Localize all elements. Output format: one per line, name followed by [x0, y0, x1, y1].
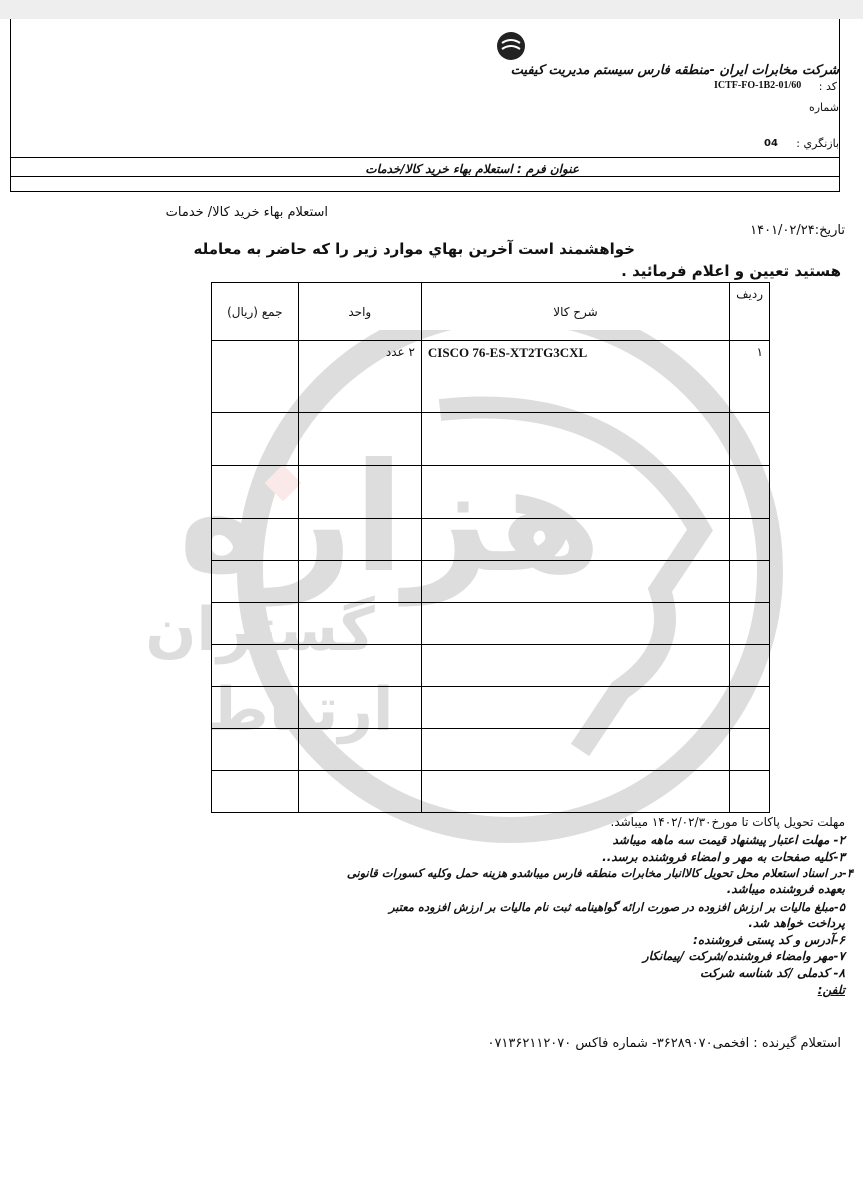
item-description — [421, 519, 729, 561]
note-item: ۳-کلیه صفحات به مهر و امضاء فروشنده برسد.. — [602, 850, 845, 864]
table-row — [212, 519, 770, 561]
item-total — [212, 466, 299, 519]
intro-line-2: هستید تعیین و اعلام فرمائید . — [621, 262, 841, 280]
item-description — [421, 413, 729, 466]
revision-value: 04 — [764, 138, 778, 149]
header-total: جمع (ریال) — [212, 283, 299, 341]
table-row — [212, 687, 770, 729]
row-number — [730, 561, 770, 603]
item-total — [212, 729, 299, 771]
date-line: تاریخ:۱۴۰۱/۰۲/۲۴ — [750, 223, 845, 238]
item-total — [212, 413, 299, 466]
item-unit — [298, 687, 421, 729]
item-description — [421, 645, 729, 687]
item-total — [212, 519, 299, 561]
item-total — [212, 771, 299, 813]
item-unit — [298, 729, 421, 771]
item-unit — [298, 413, 421, 466]
row-number: ۱ — [730, 341, 770, 413]
row-number — [730, 729, 770, 771]
items-table — [211, 282, 770, 813]
header-row-number: ردیف — [730, 283, 770, 341]
item-description — [421, 603, 729, 645]
note-item: ۸- کدملی /کد شناسه شرکت — [700, 966, 845, 980]
row-number — [730, 466, 770, 519]
phone-label: تلفن: — [817, 983, 845, 997]
item-total — [212, 687, 299, 729]
row-number — [730, 413, 770, 466]
intro-line-1: خواهشمند است آخرین بهاي موارد زیر را که حاضر به معامله — [193, 240, 635, 258]
item-unit: ۲ عدد — [298, 341, 421, 413]
row-number — [730, 519, 770, 561]
item-description — [421, 687, 729, 729]
item-description — [421, 466, 729, 519]
table-row — [212, 341, 770, 413]
watermark-word-big: هزاره — [178, 432, 602, 606]
code-value: ICTF-FO-1B2-01/60 — [714, 80, 802, 91]
top-bar — [0, 0, 863, 19]
row-number — [730, 645, 770, 687]
note-item: بعهده فروشنده میباشد. — [726, 882, 845, 896]
item-unit — [298, 466, 421, 519]
header-description: شرح کالا — [421, 283, 729, 341]
note-item: ۶-آدرس و کد پستی فروشنده: — [693, 933, 845, 947]
watermark-word-2: گستران — [145, 595, 375, 665]
table-row — [212, 729, 770, 771]
revision-label: بازنگري : — [796, 137, 839, 150]
table-row — [212, 466, 770, 519]
note-item: ۲- مهلت اعتبار پیشنهاد قیمت سه ماهه میباشد — [612, 833, 845, 847]
row-number — [730, 687, 770, 729]
number-label: شماره — [808, 101, 839, 114]
item-total — [212, 603, 299, 645]
header-divider — [11, 157, 839, 158]
table-row — [212, 645, 770, 687]
item-unit — [298, 519, 421, 561]
contact-line: استعلام گیرنده : افخمی۳۶۲۸۹۰۷۰- شماره فاکس ۰۷۱۳۶۲۱۱۲۰۷۰ — [487, 1036, 841, 1051]
item-description: CISCO 76-ES-XT2TG3CXL — [421, 341, 729, 413]
item-description — [421, 771, 729, 813]
row-number — [730, 771, 770, 813]
company-logo-icon — [496, 31, 526, 61]
delivery-deadline: مهلت تحویل پاکات تا مورخ۱۴۰۲/۰۲/۳۰ میباشد. — [610, 815, 845, 829]
code-label: کد : — [818, 80, 837, 93]
item-unit — [298, 603, 421, 645]
table-row — [212, 413, 770, 466]
note-item: ۴-در اسناد استعلام محل تحویل کالاانبار مخابرات منطقه فارس میباشدو هزینه حمل وکلیه کسورات قانونی — [346, 866, 853, 880]
note-item: پرداخت خواهد شد. — [748, 916, 845, 930]
item-unit — [298, 645, 421, 687]
item-description — [421, 561, 729, 603]
note-item: ۷-مهر وامضاء فروشنده/شرکت /پیمانکار — [642, 949, 845, 963]
header-unit: واحد — [298, 283, 421, 341]
item-unit — [298, 561, 421, 603]
title-divider — [11, 176, 839, 177]
item-total — [212, 645, 299, 687]
table-row — [212, 603, 770, 645]
company-name: شرکت مخابرات ایران -منطقه فارس سیستم مدیریت کیفیت — [510, 63, 839, 78]
item-total — [212, 561, 299, 603]
table-row — [212, 561, 770, 603]
table-header-row — [212, 283, 770, 341]
row-number — [730, 603, 770, 645]
item-description — [421, 729, 729, 771]
item-unit — [298, 771, 421, 813]
watermark-word-3: ارتباط — [206, 675, 394, 745]
subject-line: استعلام بهاء خرید کالا/ خدمات — [165, 205, 328, 220]
form-title: عنوان فرم : استعلام بهاء خرید کالا/خدمات — [365, 162, 579, 176]
note-item: ۵-مبلغ مالیات بر ارزش افزوده در صورت ارائه گواهینامه ثبت نام مالیات بر ارزش افزوده معتبر — [388, 900, 845, 914]
item-total — [212, 341, 299, 413]
table-row — [212, 771, 770, 813]
